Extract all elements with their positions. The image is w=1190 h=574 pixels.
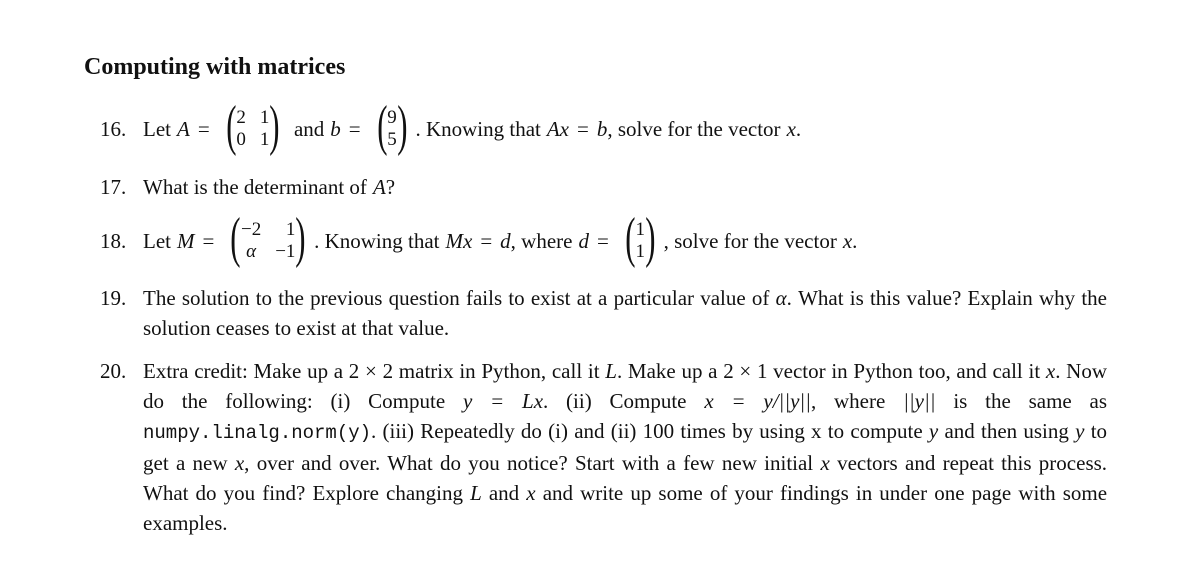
matrix-entry: 0 bbox=[236, 129, 246, 150]
text-and: and bbox=[293, 117, 325, 141]
right-paren-icon: ) bbox=[269, 95, 280, 157]
matrix-entry: −1 bbox=[275, 241, 296, 262]
text-run: and write up some of your findings in under one page with some examples. bbox=[143, 481, 1108, 535]
var-alpha: α bbox=[775, 286, 787, 310]
matrix-entry: 1 bbox=[285, 219, 296, 240]
text-run: vectors and repeat this process. What do you find? Explore changing bbox=[143, 451, 1108, 505]
question-text: . What is this value? Explain why the solution ceases to exist at that value. bbox=[143, 286, 1107, 340]
expr-Ax: Ax bbox=[546, 117, 570, 141]
left-paren-icon: ( bbox=[376, 95, 388, 157]
var-x: x bbox=[526, 481, 536, 505]
text-run: Extra credit: Make up a 2 × 2 matrix in Python, call it bbox=[143, 359, 600, 383]
var-L: L bbox=[605, 359, 617, 383]
expr-x-normalized: x = y/||y|| bbox=[704, 389, 811, 413]
vector-b bbox=[373, 95, 412, 157]
text-run: . (ii) Compute bbox=[543, 389, 687, 413]
vector-entry: 5 bbox=[387, 129, 397, 150]
text-solve: , solve for the vector bbox=[607, 117, 781, 141]
vector-d-entries bbox=[635, 219, 645, 263]
expr-norm-y: ||y|| bbox=[903, 389, 936, 413]
vector-entry: 9 bbox=[387, 107, 397, 128]
matrix-A bbox=[222, 95, 284, 157]
text-run: . Make up a 2 × 1 vector in Python too, and call it bbox=[616, 359, 1041, 383]
text-knowing: . Knowing that bbox=[415, 117, 541, 141]
question-19 bbox=[100, 283, 1107, 343]
vector-entry: 1 bbox=[635, 241, 645, 262]
text-run: is the same as bbox=[953, 389, 1108, 413]
text-run: to get a new bbox=[143, 419, 1108, 475]
question-20 bbox=[100, 356, 1107, 536]
var-y: y bbox=[928, 419, 939, 443]
matrix-entry: 1 bbox=[259, 107, 270, 128]
question-text: The solution to the previous question fails to exist at a particular value of bbox=[143, 286, 770, 310]
question-17-content bbox=[143, 172, 1107, 202]
matrix-A-entries bbox=[236, 107, 269, 151]
question-number: 17. bbox=[100, 175, 127, 199]
text-let: Let bbox=[143, 117, 171, 141]
var-b: b bbox=[330, 117, 341, 141]
text-run: . (iii) Repeatedly do (i) and (ii) 100 times by using x to compute bbox=[371, 419, 923, 443]
right-paren-icon: ) bbox=[295, 207, 306, 269]
question-18 bbox=[100, 207, 1107, 270]
text-run: , where bbox=[810, 389, 886, 413]
matrix-entry: 2 bbox=[236, 107, 246, 128]
var-A: A bbox=[176, 117, 190, 141]
code-snippet: numpy.linalg.norm(y) bbox=[143, 422, 372, 444]
equals-sign: = bbox=[197, 117, 210, 141]
question-16-content bbox=[143, 95, 1107, 158]
question-number: 16. bbox=[100, 117, 127, 141]
var-x: x bbox=[820, 451, 830, 475]
question-mark: ? bbox=[385, 175, 396, 199]
right-paren-icon: ) bbox=[396, 95, 408, 157]
question-number: 20. bbox=[100, 359, 127, 383]
var-b: b bbox=[596, 117, 608, 141]
equals-sign: = bbox=[596, 229, 609, 253]
left-paren-icon: ( bbox=[225, 95, 237, 157]
var-d: d bbox=[578, 229, 589, 253]
text-run: , over and over. What do you notice? Start with a few new initial bbox=[244, 451, 814, 475]
question-20-content bbox=[143, 356, 1107, 538]
var-y: y bbox=[1075, 419, 1085, 443]
question-19-content bbox=[143, 283, 1107, 343]
question-16 bbox=[100, 95, 1107, 158]
right-paren-icon: ) bbox=[645, 207, 656, 269]
period: . bbox=[795, 117, 802, 141]
matrix-M bbox=[226, 207, 310, 269]
period: . bbox=[852, 229, 858, 253]
left-paren-icon: ( bbox=[625, 207, 636, 269]
var-A: A bbox=[372, 175, 386, 199]
vector-entry: 1 bbox=[635, 219, 645, 240]
var-d: d bbox=[500, 229, 511, 253]
section-title: Computing with matrices bbox=[84, 54, 346, 80]
equals-sign: = bbox=[202, 229, 215, 253]
var-x: x bbox=[842, 229, 853, 253]
question-number: 19. bbox=[100, 286, 127, 310]
text-run: and bbox=[488, 481, 520, 505]
equals-sign: = bbox=[348, 117, 361, 141]
equals-sign: = bbox=[480, 229, 493, 253]
question-text: What is the determinant of bbox=[143, 175, 367, 199]
left-paren-icon: ( bbox=[230, 207, 241, 269]
var-M: M bbox=[176, 229, 195, 253]
matrix-entry-alpha: α bbox=[246, 241, 257, 262]
equals-sign: = bbox=[577, 117, 589, 141]
text-run: and then using bbox=[944, 419, 1069, 443]
var-L: L bbox=[470, 481, 482, 505]
matrix-entry: −2 bbox=[240, 219, 262, 240]
text-let: Let bbox=[143, 229, 171, 253]
var-x: x bbox=[1045, 359, 1056, 383]
question-number: 18. bbox=[100, 229, 127, 253]
question-18-content bbox=[143, 207, 1107, 270]
matrix-M-entries bbox=[241, 219, 295, 263]
expr-Mx: Mx bbox=[445, 229, 473, 253]
question-17 bbox=[100, 172, 1107, 202]
text-knowing: . Knowing that bbox=[314, 229, 440, 253]
expr-y-eq-Lx: y = Lx bbox=[462, 389, 544, 413]
vector-b-entries bbox=[387, 107, 397, 151]
var-x: x bbox=[234, 451, 245, 475]
var-x: x bbox=[786, 117, 796, 141]
text-run: . Now do the following: (i) Compute bbox=[143, 359, 1107, 413]
text-where: , where bbox=[510, 229, 573, 253]
vector-d bbox=[621, 207, 660, 269]
text-solve: , solve for the vector bbox=[663, 229, 837, 253]
matrix-entry: 1 bbox=[259, 129, 270, 150]
